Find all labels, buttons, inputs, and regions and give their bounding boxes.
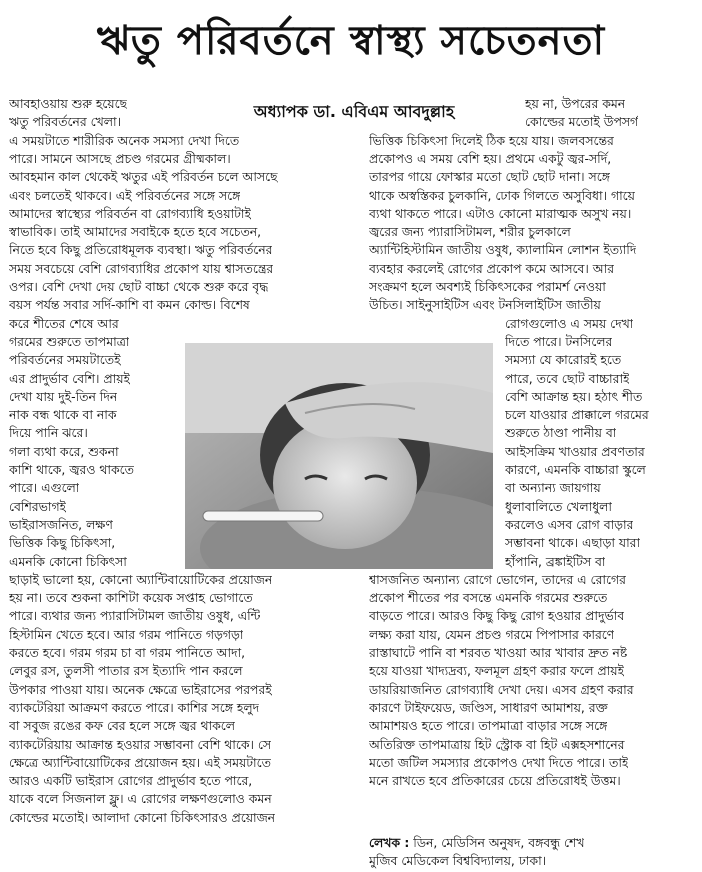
article-text-line: এর প্রাদুর্ভাব বেশি। প্রায়ই (9, 370, 130, 386)
article-text-line: করলেও এসব রোগ বাড়ার (505, 516, 634, 532)
article-text-line: ঋতু পরিবর্তনের খেলা। (9, 114, 121, 130)
author-credit-text: ডিন, মেডিসিন অনুষদ, বঙ্গবন্ধু শেখ (413, 835, 585, 850)
article-text-line: হিস্টামিন খেতে হবে। আর গরম পানিতে গড়গড়া (9, 626, 244, 642)
article-text-line: দেখা যায় দুই-তিন দিন (9, 388, 118, 404)
article-text-line: হয়ে যাওয়া খাদ্যদ্রব্য, ফলমূল গ্রহণ করার ফলে প্রায়ই (369, 663, 625, 679)
article-text-line: আরও একটি ভাইরাস রোগের প্রাদুর্ভাব হতে পারে, (9, 773, 253, 789)
article-text-line: করতে হবে। গরম গরম চা বা গরম পানিতে আদা, (9, 645, 246, 660)
article-text-line: ভিত্তিক চিকিৎসা দিলেই ঠিক হয়ে যায়। জলবসন্তের (369, 132, 614, 148)
article-text-line: মতো জটিল সমস্যার প্রকোপও দেখা দিতে পারে। তাই (369, 754, 629, 770)
article-text-line: জ্বরের জন্য প্যারাসিটামল, শরীর চুলকালে (369, 224, 571, 240)
article-text-line: দিতে পারে। টনসিলের (505, 333, 613, 349)
article-text-line: পরিবর্তনের সময়টাতেই (9, 352, 121, 368)
article-text-line: বয়স পর্যন্ত সবার সর্দি-কাশি বা কমন কোল্ড। বিশেষ (9, 297, 250, 313)
article-text-line: শ্বাসজনিত অন্যান্য রোগে ভোগেন, তাদের এ রোগের (369, 571, 626, 587)
article-text-line: গরমের শুরুতে তাপমাত্রা (9, 333, 130, 349)
article-text-line: সময় সবচেয়ে বেশি রোগব্যাধির প্রকোপ যায় শ্বাসতন্ত্রের (9, 260, 274, 276)
article-text-line: অ্যান্টিহিস্টামিন জাতীয় ওষুধ, ক্যালামিন লোশন ইত্যাদি (369, 242, 637, 258)
author-credit-line-2: মুজিব মেডিকেল বিশ্ববিদ্যালয়, ঢাকা। (369, 853, 547, 868)
article-text-line: সংক্রমণ হলে অবশ্যই চিকিৎসকের পরামর্শ নেওয়া (369, 279, 606, 294)
article-text-line: ক্ষেত্রে অ্যান্টিবায়োটিকের প্রয়োজন হয়। এই সময়টাতে (9, 754, 271, 770)
article-text-line: পারে। এগুলো (9, 480, 80, 496)
article-text-line: আবহাওয়ায় শুরু হয়েছে (9, 96, 128, 111)
article-text-line: হয় না। তবে শুকনা কাশিটা কয়েক সপ্তাহ ভোগাতে (9, 590, 253, 606)
article-text-line: দিয়ে পানি ঝরে। (9, 425, 88, 441)
article-text-line: ব্যাকটেরিয়ায় আক্রান্ত হওয়ার সম্ভাবনা বেশি থাকে। সে (9, 736, 272, 752)
article-text-line: গলা ব্যথা করে, শুকনা (9, 443, 119, 459)
article-text-line: আবহমান কাল থেকেই ঋতুর এই পরিবর্তন চলে আসছে (9, 169, 278, 185)
article-text-line: করে শীতের শেষে আর (9, 315, 119, 331)
article-text-line: সমস্যা যে কারোরই হতে (505, 352, 622, 368)
article-text-line: সম্ভাবনা থাকে। এছাড়া যারা (505, 535, 641, 551)
article-text-line: অতিরিক্ত তাপমাত্রায় হিট স্ট্রোক বা হিট এক্সহসশানের (369, 736, 625, 752)
article-text-line: ডায়রিয়াজনিত রোগব্যাধি দেখা দেয়। এসব গ্রহণ করার (369, 681, 634, 697)
article-text-line: বেশিরভাগই (9, 498, 67, 514)
article-text-line: নিতে হবে কিছু প্রতিরোধমূলক ব্যবস্থা। ঋতু পরিবর্তনের (9, 242, 273, 258)
article-text-line: চলে যাওয়ার প্রাক্কালে গরমের (505, 407, 649, 423)
article-text-line: শুরুতে ঠাণ্ডা পানীয় বা (505, 425, 617, 441)
article-text-line: পারে। সামনে আসছে প্রচণ্ড গরমের গ্রীষ্মকাল। (9, 150, 231, 166)
article-text-line: বা সবুজ রঙের কফ বের হলে সঙ্গে জ্বর থাকলে (9, 718, 236, 734)
article-text-line: আমাদের স্বাস্থ্যের পরিবর্তন বা রোগব্যাধি হওয়াটাই (9, 205, 251, 221)
article-text-line: পারে, তবে ছোট বাচ্চারাই (505, 370, 630, 386)
article-photo (185, 343, 493, 569)
article-text-line: এ সময়টাতে শারীরিক অনেক সমস্যা দেখা দিতে (9, 132, 240, 148)
article-text-line: ওপর। বেশি দেখা দেয় ছোট বাচ্চা থেকে শুরু করে বৃদ্ধ (9, 279, 269, 294)
article-text-line: হাঁপানি, ব্রঙ্কাইটিস বা (505, 553, 606, 569)
article-text-line: কারণে টাইফয়েড, জণ্ডিস, সাধারণ আমাশয়, রক্ত (369, 699, 608, 715)
article-text-line: ধুলাবালিতে খেলাধুলা (505, 498, 613, 514)
article-text-line: কাশি থাকে, জ্বরও থাকতে (9, 462, 134, 477)
article-text-line: এবং চলতেই থাকবে। এই পরিবর্তনের সঙ্গে সঙ্গে (9, 187, 241, 203)
article-text-line: পারে। ব্যথার জন্য প্যারাসিটামল জাতীয় ওষুধ, এন্টি (9, 608, 261, 624)
article-text-line: রাস্তাঘাটে পানি বা শরবত খাওয়া আর খাবার দ্রুত নষ্ট (369, 645, 628, 660)
byline: অধ্যাপক ডা. এবিএম আবদুল্লাহ (212, 100, 496, 124)
headline: ঋতু পরিবর্তনে স্বাস্থ্য সচেতনতা (96, 17, 606, 64)
article-text-line: লেবুর রস, তুলসী পাতার রস ইত্যাদি পান করলে (9, 663, 243, 679)
article-text-line: নাক বন্ধ থাকে বা নাক (9, 407, 117, 423)
article-text-line: ব্যবহার করলেই রোগের প্রকোপ কমে আসবে। আর (369, 260, 615, 276)
article-text-line: তারপর গায়ে ফোস্কার মতো ছোট ছোট দানা। সঙ্গে (369, 169, 610, 185)
article-text-line: কোল্ডের মতোই উপসর্গ (525, 114, 639, 130)
article-text-line: বা অন্যান্য জায়গায় (505, 480, 601, 496)
article-text-line: এমনকি কোনো চিকিৎসা (9, 553, 127, 569)
article-text-line: উপকার পাওয়া যায়। অনেক ক্ষেত্রে ভাইরাসের পরপরই (9, 681, 272, 697)
article-text-line: বেশি আক্রান্ত হয়। হঠাৎ শীত (505, 388, 643, 404)
article-text-line: প্রকোপ শীতের পর বসন্তে এমনকি গরমের শুরুতে (369, 590, 608, 606)
article-text-line: মনে রাখতে হবে প্রতিকারের চেয়ে প্রতিরোধই উত্তম। (369, 773, 621, 789)
article-text-line: স্বাভাবিক। তাই আমাদের সবাইকে হতে হবে সচেতন, (9, 224, 262, 240)
article-text-line: থাকে অস্বস্তিকর চুলকানি, ঢোক গিলতে অসুবিধা। গায়ে (369, 187, 635, 203)
article-text-line: আমাশয়ও হতে পারে। তাপমাত্রা বাড়ার সঙ্গে সঙ্গে (369, 718, 608, 734)
article-text-line: ছাড়াই ভালো হয়, কোনো অ্যান্টিবায়োটিকের প্রয়োজন (9, 571, 273, 587)
article-text-line: লক্ষ্য করা যায়, যেমন প্রচণ্ড গরমে পিপাসার কারণে (369, 626, 615, 642)
article-text-line: ভিত্তিক কিছু চিকিৎসা, (9, 535, 116, 551)
article-text-line: উচিত। সাইনুসাইটিস এবং টনসিলাইটিস জাতীয় (369, 297, 601, 313)
article-text-line: ব্যথা থাকতে পারে। এটাও কোনো মারাত্মক অসুখ নয়। (369, 205, 632, 221)
article-text-line: ভাইরাসজনিত, লক্ষণ (9, 516, 113, 532)
article-text-line: কারণে, এমনকি বাচ্চারা স্কুলে (505, 462, 646, 477)
article-text-line: হয় না, উপরের কমন (525, 96, 626, 111)
article-text-line: যাকে বলে সিজনাল ফ্লু। এ রোগের লক্ষণগুলোও কমন (9, 791, 272, 807)
article-text-line: আইসক্রিম খাওয়ার প্রবণতার (505, 443, 645, 459)
author-credit-label: লেখক : (369, 835, 410, 850)
article-text-line: প্রকোপও এ সময় বেশি হয়। প্রথমে একটু জ্বর-সর্দি, (369, 150, 612, 166)
article-text-line: কোল্ডের মতোই। আলাদা কোনো চিকিৎসারও প্রয়োজন (9, 809, 276, 825)
article-text-line: রোগগুলোও এ সময় দেখা (505, 315, 634, 331)
article-text-line: বাড়তে পারে। আরও কিছু কিছু রোগ হওয়ার প্রাদুর্ভাব (369, 608, 625, 624)
article-text-line: ব্যাকটেরিয়া আক্রমণ করতে পারে। কাশির সঙ্গে হলুদ (9, 699, 260, 715)
